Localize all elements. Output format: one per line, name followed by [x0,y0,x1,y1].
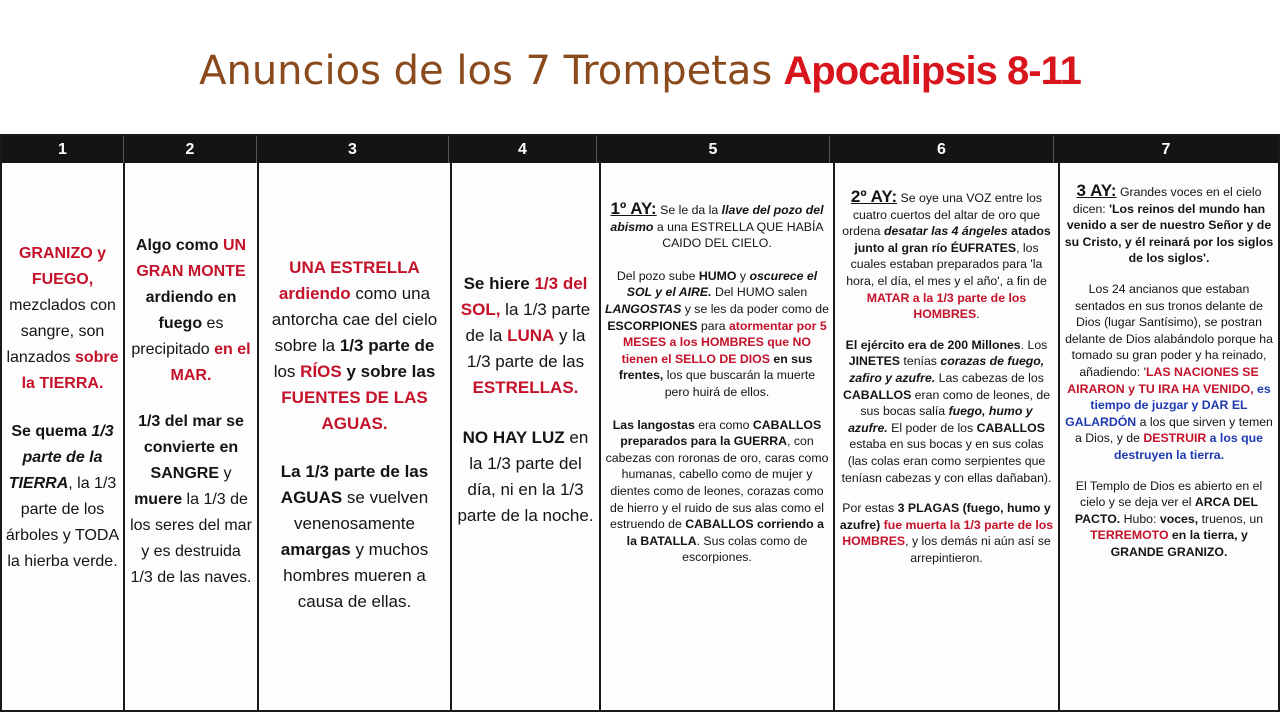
trumpet-4-para-1: Se hiere 1/3 del SOL, la 1/3 parte de la LUNA y la 1/3 parte de las ESTRELLAS. [460,274,591,397]
trumpet-1-cell [2,163,123,710]
column-header-7: 7 [1161,141,1171,158]
trumpet-6-para-3: Por estas 3 PLAGAS (fuego, humo y azufre) fue muerta la 1/3 parte de los HOMBRES, y los demás ni aún así se arrepintieron. [839,501,1054,565]
trumpet-1-para-2: Se quema 1/3 parte de la TIERRA, la 1/3 parte de los árboles y TODA la hierba verde. [5,423,120,570]
trumpet-3-para-2: La 1/3 parte de las AGUAS se vuelven venenosamente amargas y muchos hombres mueren a causa de ellas. [280,462,429,611]
column-header-3: 3 [257,136,449,163]
trumpet-4-cell [452,163,599,710]
trumpet-2-para-1: Algo como UN GRAN MONTE ardiendo en fuego es precipitado en el MAR. [131,237,251,384]
table-body [2,163,1278,710]
trumpet-6-para-2: El ejército era de 200 Millones. Los JINETES tenías corazas de fuego, zafiro y azufre. Las cabezas de los CABALLOS eran como de leones, de sus bocas salía fuego, humo y azufre. El poder de los CABALLOS estaba en sus bocas y en sus colas (las colas eran como serpientes que teníasn cabezas y con ellas dañaban). [841,337,1052,485]
trumpet-6-para-1: 2º AY: Se oye una VOZ entre los cuatro cuertos del altar de oro que ordena desatar las 4 ángeles atados junto al gran río ÉUFRATES, los cuales estaban preparados para 'la hora, el día, el mes y el año', a fin de MATAR a la 1/3 parte de los HOMBRES. [842,187,1051,322]
trumpet-5-para-2: Del pozo sube HUMO y oscurece el SOL y el AIRE. Del HUMO salen LANGOSTAS y se les da poder como de ESCORPIONES para atormentar por 5 MESES a los HOMBRES que NO tienen el SELLO DE DIOS en sus frentes, los que buscarán la muerte pero huirá de ellos. [605,268,829,399]
table-header [2,136,1278,163]
trumpet-2-para-2: 1/3 del mar se convierte en SANGRE y muere la 1/3 de los seres del mar y es destruida 1/3 de las naves. [130,413,252,586]
trumpet-1-para-1: GRANIZO y FUEGO, mezclados con sangre, son lanzados sobre la TIERRA. [6,245,119,392]
trumpets-table [0,134,1280,712]
title-main: Anuncios de los 7 Trompetas [199,48,773,94]
trumpet-3-para-1: UNA ESTRELLA ardiendo como una antorcha cae del cielo sobre la 1/3 parte de los RÍOS y sobre las FUENTES DE LAS AGUAS. [271,258,438,433]
column-header-6: 6 [830,136,1054,163]
trumpet-5-para-1: 1º AY: Se le da la llave del pozo del abismo a una ESTRELLA QUE HABÍA CAIDO DEL CIELO. [610,199,824,251]
trumpet-4-para-2: NO HAY LUZ en la 1/3 parte del día, ni en la 1/3 parte de la noche. [457,428,594,525]
trumpet-5-cell [601,163,833,710]
trumpet-2-cell [125,163,257,710]
slide-title [0,44,1280,98]
trumpet-7-para-2: Los 24 ancianos que estaban sentados en sus tronos delante de Dios (lugar Santísimo), se postran delante de Dios alabándolo porque ha tomado su gran poder y ha reinado, añadiendo: 'LAS NACIONES SE AIRARON y TU IRA HA VENIDO, es tiempo de juzgar y DAR EL GALARDÓN a los que sirven y temen a Dios, y de DESTRUIR a los que destruyen la tierra. [1065,281,1273,462]
title-reference: Apocalipsis 8-11 [783,49,1081,93]
trumpet-3-cell [259,163,450,710]
trumpet-7-para-1: 3 AY: Grandes voces en el cielo dicen: 'Los reinos del mundo han venido a ser de nuestro Señor y de su Cristo, y él reinará por los siglos de los siglos'. [1064,181,1274,266]
trumpet-5-para-3: Las langostas era como CABALLOS preparados para la GUERRA, con cabezas con roronas de oro, caras como humanas, cabello como de mujer y dientes como de leones, corazas como de hierro y el ruido de sus alas como el estruendo de CABALLOS corriendo a la BATALLA. Sus colas como de escorpiones. [605,417,829,565]
trumpet-7-para-3: El Templo de Dios es abierto en el cielo y se deja ver el ARCA DEL PACTO. Hubo: voces, truenos, un TERREMOTO en la tierra, y GRANDE GRANIZO. [1074,478,1264,559]
trumpet-6-cell [835,163,1058,710]
column-header-1: 1 [2,136,124,163]
column-header-2: 2 [124,136,257,163]
trumpet-7-cell [1060,163,1278,710]
column-header-5: 5 [597,136,830,163]
column-header-4: 4 [449,136,597,163]
